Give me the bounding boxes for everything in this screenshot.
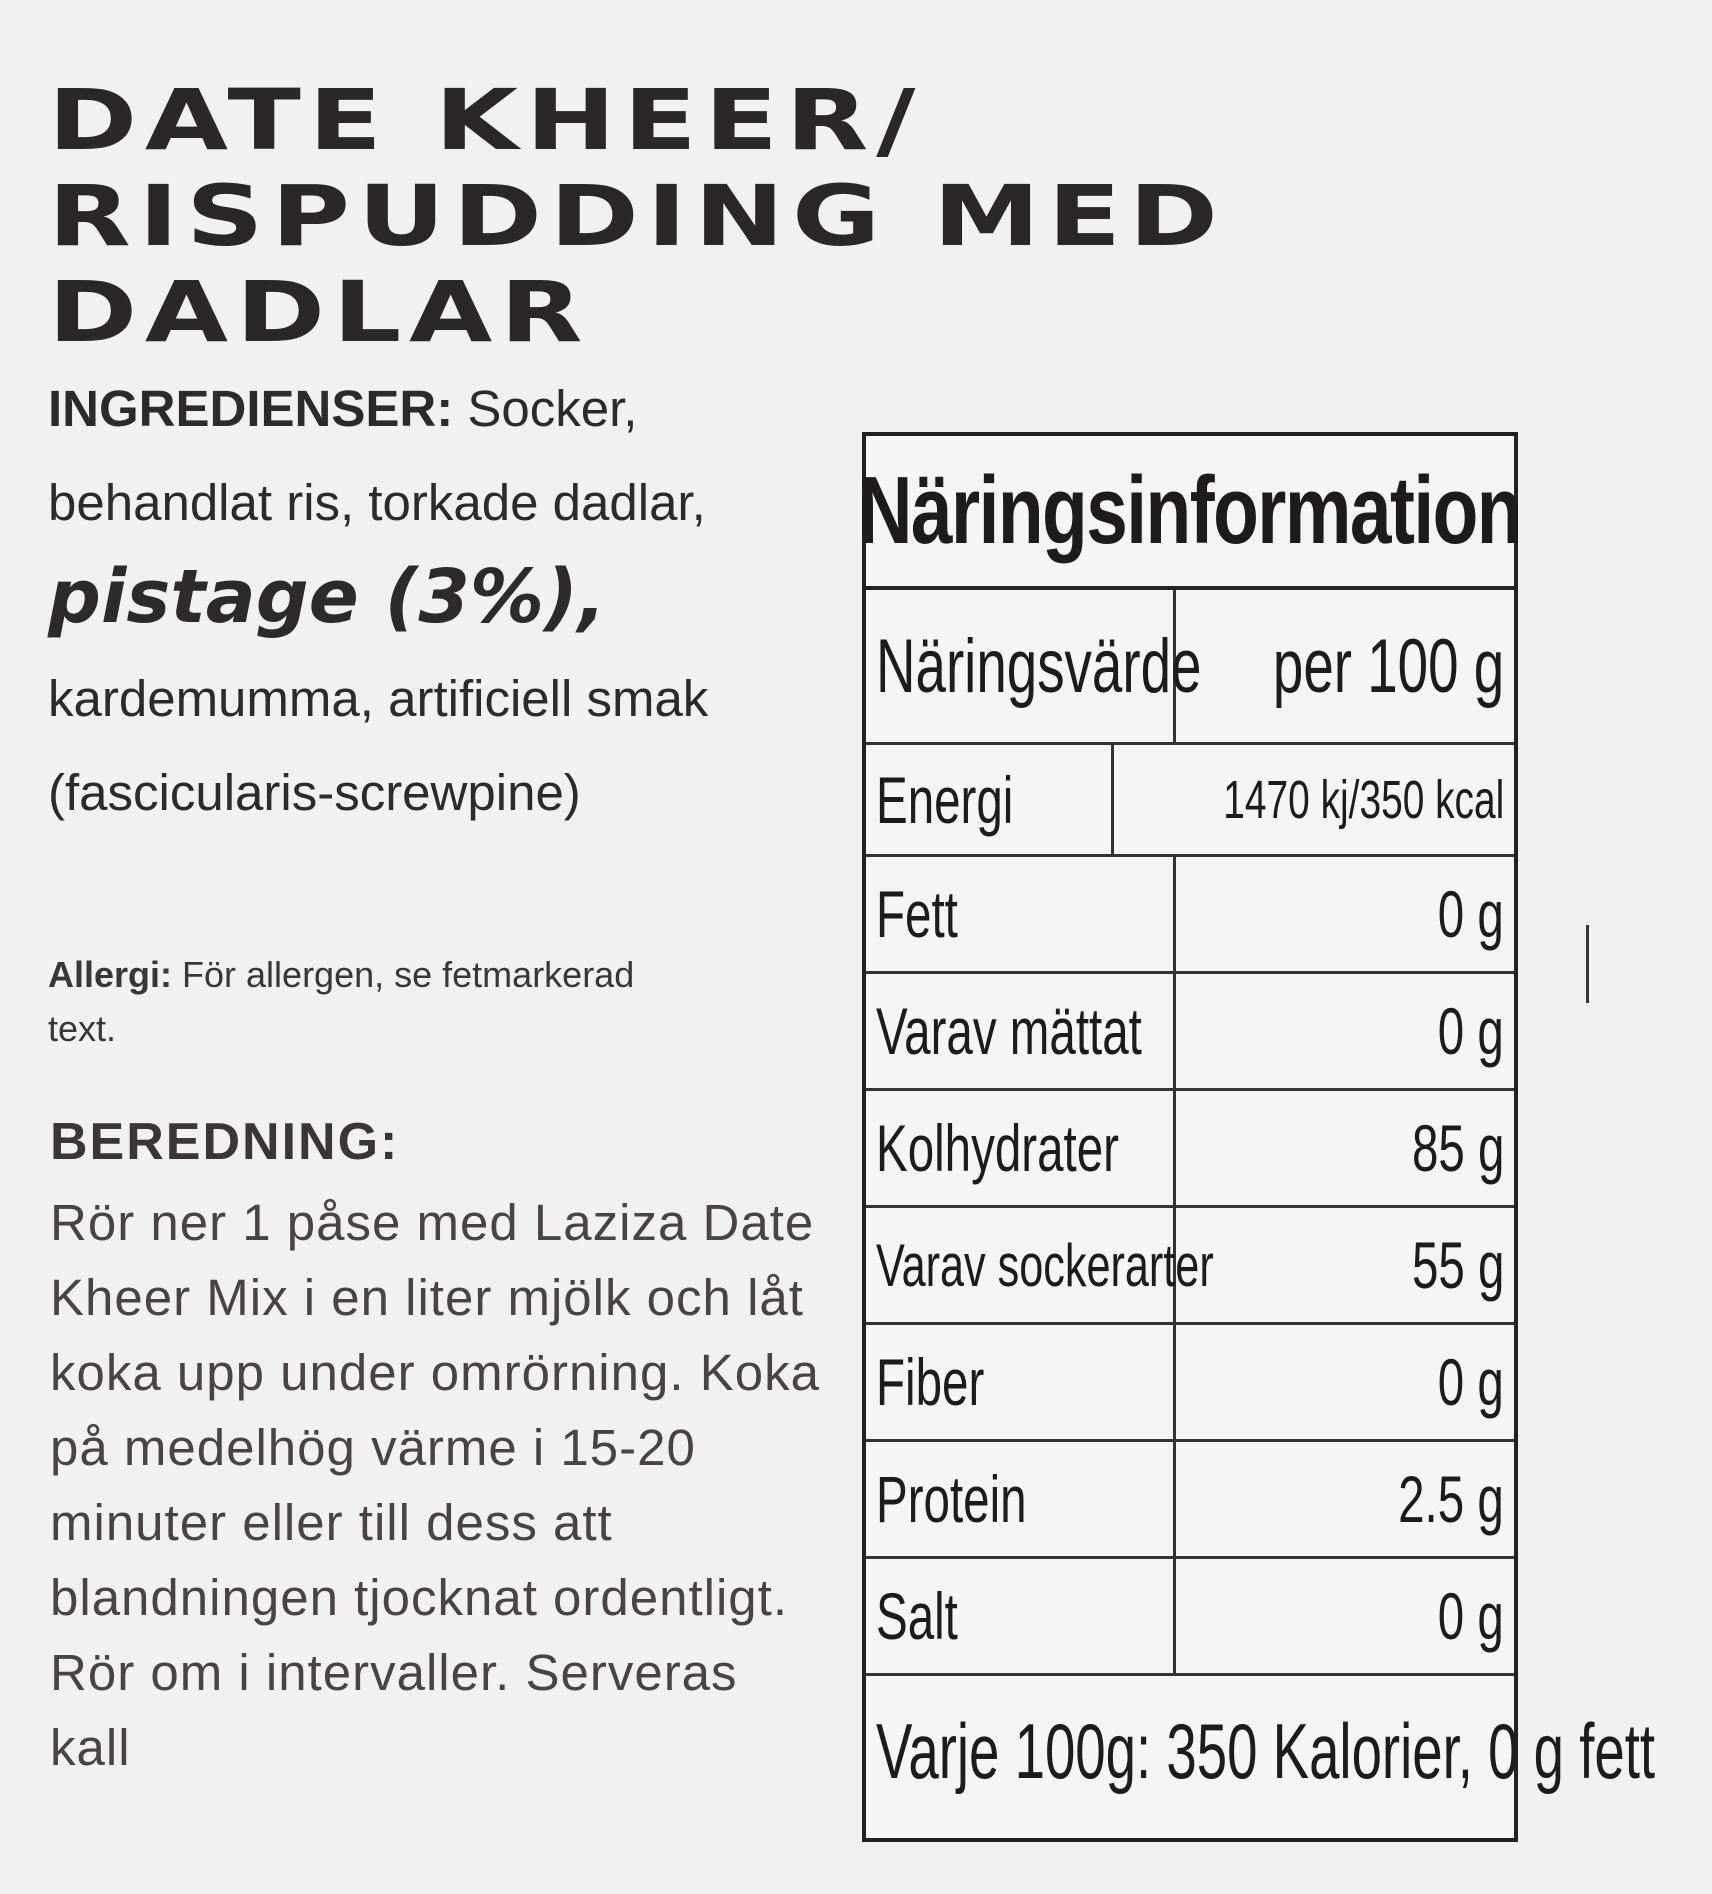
nutrient-label: Salt [876,1579,958,1653]
edge-mark [1586,925,1589,1003]
nutrition-title: Näringsinformation [866,436,1514,590]
nutrient-value: 55 g [1411,1228,1504,1302]
nutrient-value: 85 g [1411,1111,1504,1185]
title-line-3: DADLAR [48,263,591,361]
nutrient-label: Fiber [876,1345,985,1419]
table-row [866,857,1514,974]
title-line-1: DATE KHEER/ [48,71,924,169]
nutrient-value: 0 g [1437,1579,1504,1653]
nutrient-label: Fett [876,877,958,951]
ingredients-label: INGREDIENSER: [48,380,454,437]
nutrition-header-value: per 100 g [1272,623,1504,709]
allergy-note [48,948,648,1056]
nutrition-footer [866,1676,1656,1826]
nutrition-header-row [866,590,1514,745]
ingredients-allergen-highlight: pistage (3%), [48,554,606,640]
table-row [866,1208,1514,1325]
nutrient-value: 0 g [1437,1345,1504,1419]
allergy-label: Allergi: [48,954,173,995]
table-row [866,1091,1514,1208]
table-row [866,745,1514,857]
nutrient-label: Energi [876,762,1014,837]
table-row [866,1559,1514,1676]
nutrient-value: 1470 kj/350 kcal [1223,769,1504,830]
nutrition-table [858,432,1656,1842]
nutrient-label: Varav sockerarter [876,1231,1214,1299]
preparation-heading: BEREDNING: [50,1113,400,1171]
ingredients-text-1: Socker, behandlat ris, torkade dadlar, [48,380,706,531]
title-line-2: RISPUDDING MED [48,167,1226,265]
product-title [48,72,1712,360]
nutrient-value: 0 g [1437,994,1504,1068]
preparation-text: Rör ner 1 påse med Laziza Date Kheer Mix i en liter mjölk och låt koka upp under omrörning. Koka på medelhög värme i 15-20 minuter eller till dess att blandningen tjocknat ordentligt. Rör om i intervaller. Serveras kall [50,1194,820,1776]
nutrient-value: 2.5 g [1398,1462,1504,1536]
nutrition-footer-text: Varje 100g: 350 Kalorier, 0 g fett [876,1706,1656,1795]
table-row [866,974,1514,1091]
ingredients-block [48,362,808,840]
nutrient-value: 0 g [1437,877,1504,951]
nutrient-label: Protein [876,1462,1027,1536]
nutrient-label: Kolhydrater [876,1111,1120,1185]
nutrition-header-label: Näringsvärde [876,623,1202,709]
allergy-text: För allergen, se fetmarkerad text. [48,954,635,1049]
table-row [866,1325,1514,1442]
ingredients-text-2: kardemumma, artificiell smak (fascicularis-screwpine) [48,670,709,821]
table-row [866,1442,1514,1559]
nutrient-label: Varav mättat [876,994,1142,1068]
